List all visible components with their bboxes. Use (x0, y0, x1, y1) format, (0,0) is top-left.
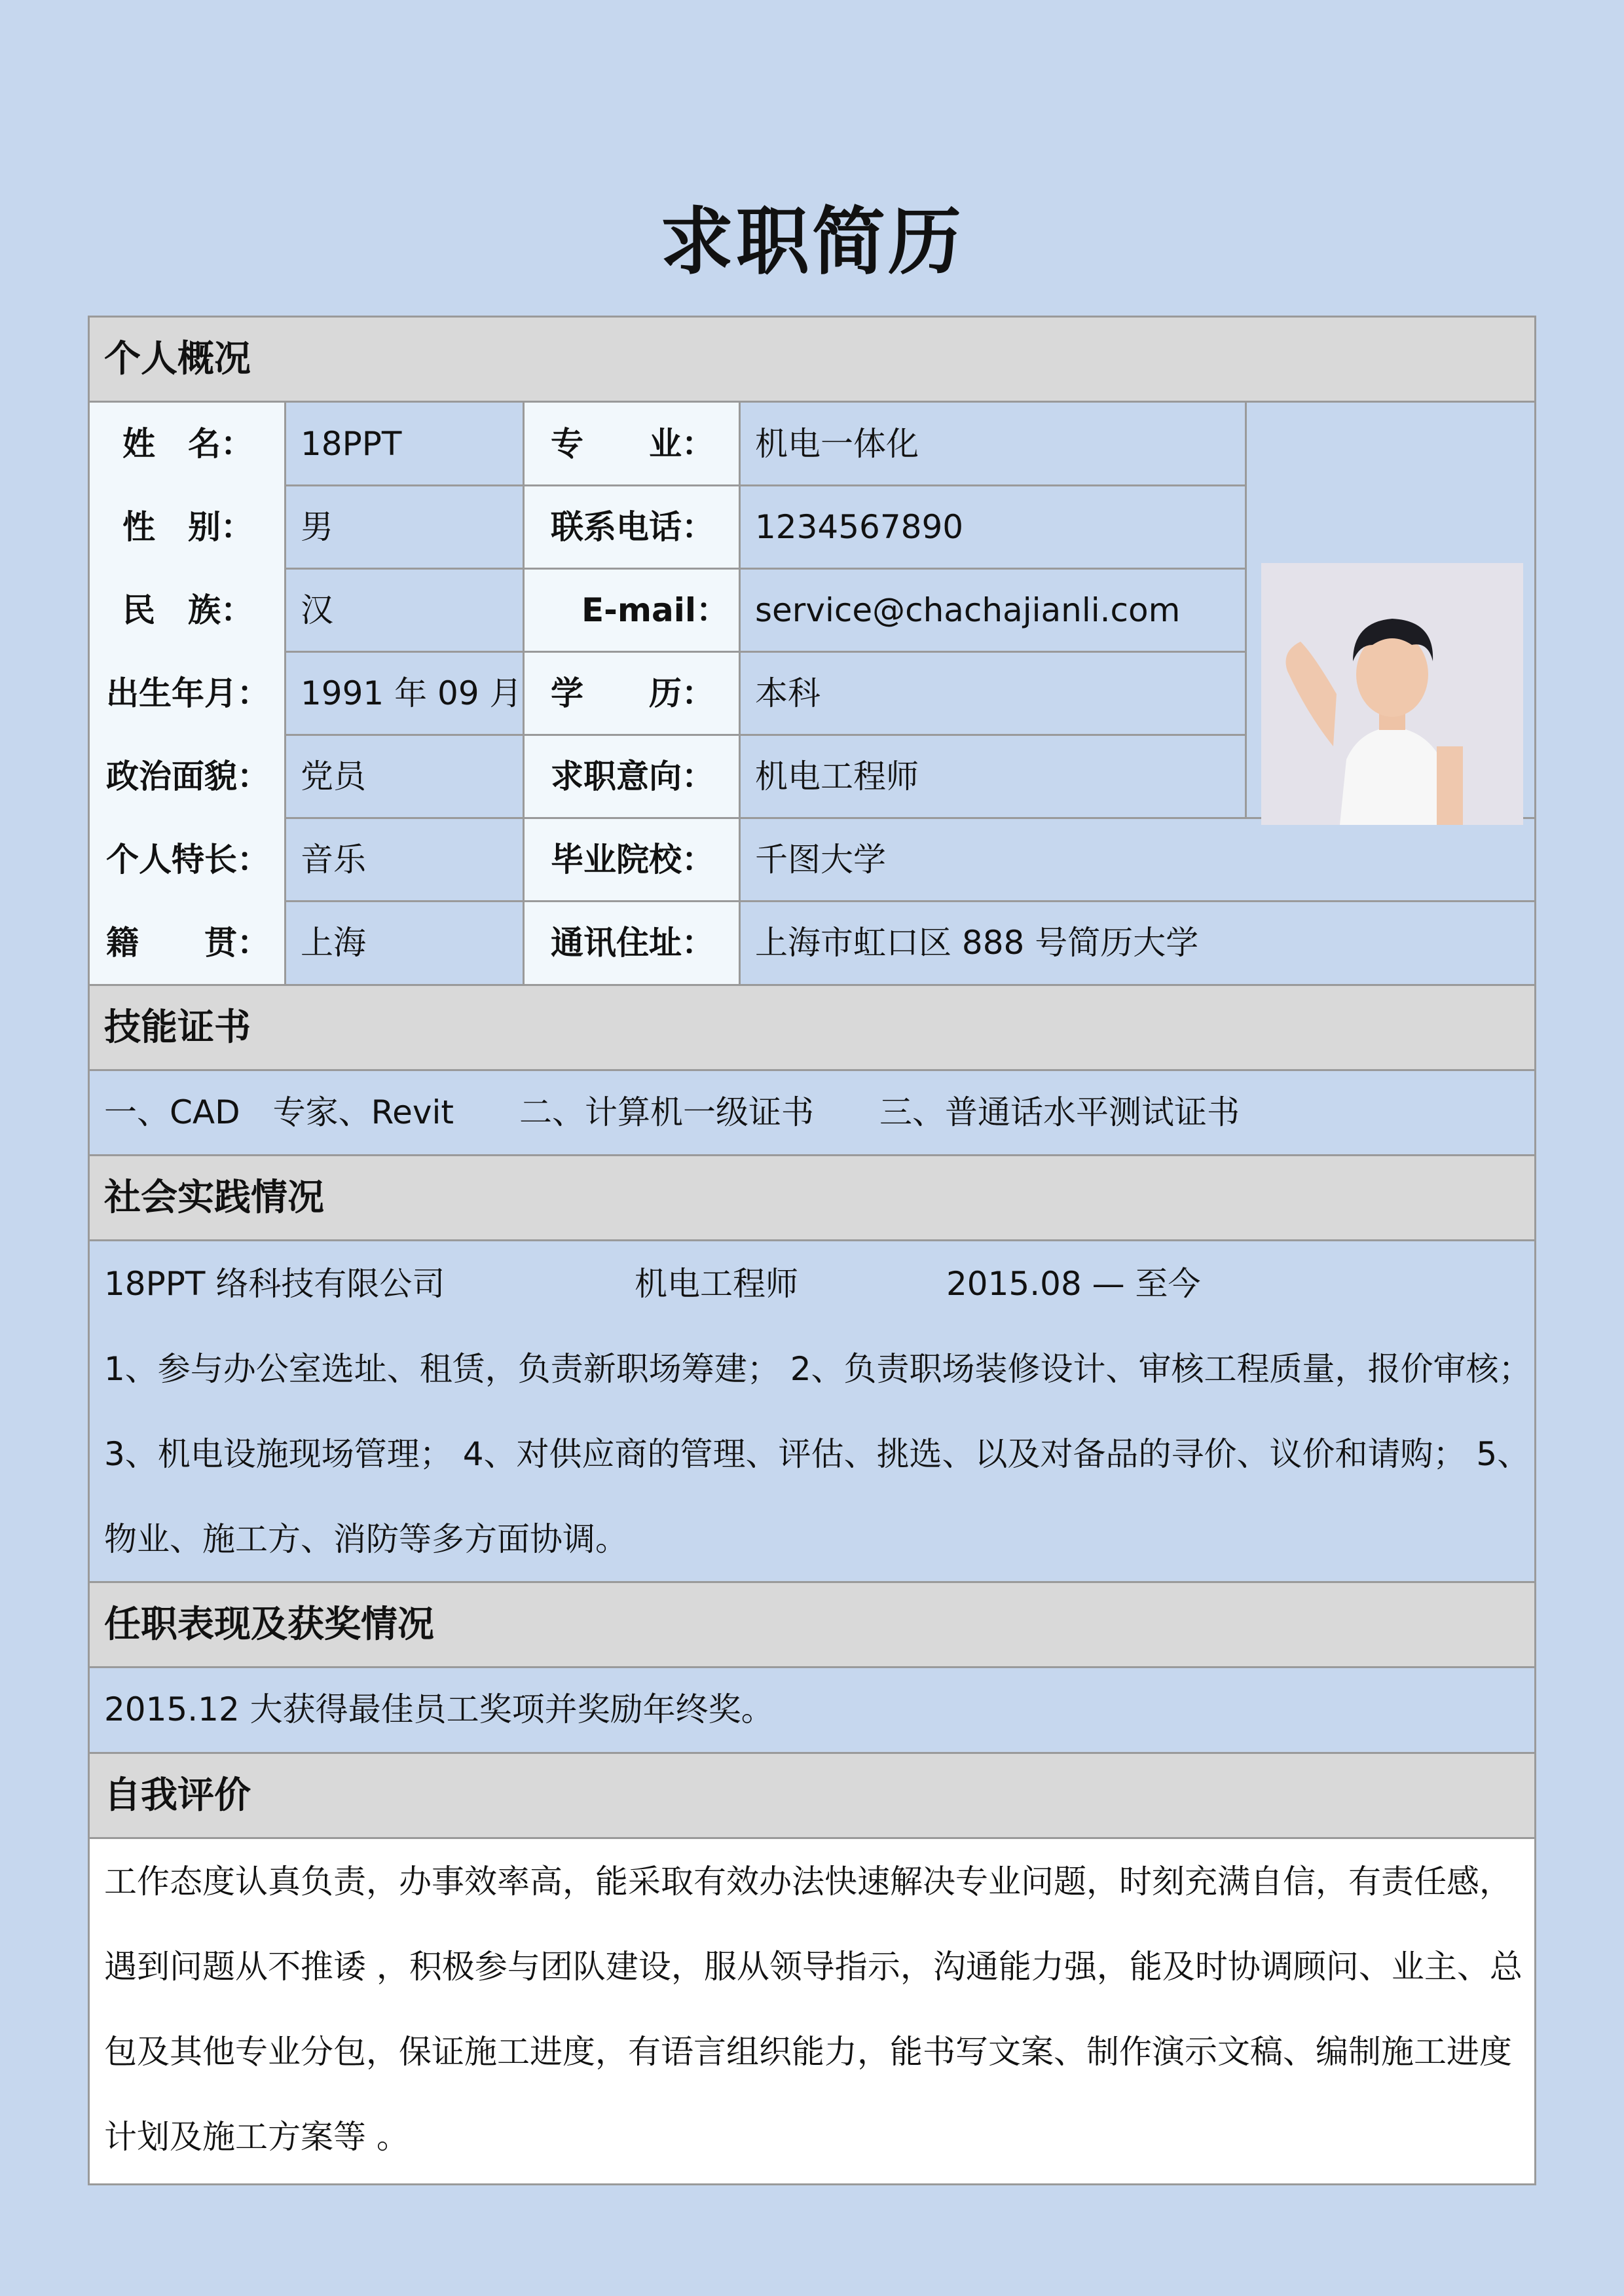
practice-role: 机电工程师 (635, 1265, 798, 1303)
major-label: 专 业： (525, 403, 741, 486)
practice-block (90, 1241, 1534, 1583)
self-evaluation-block (90, 1839, 1534, 2183)
awards-text: 2015.12 大获得最佳员工奖项并奖励年终奖。 (90, 1668, 1534, 1754)
native-value: 上海 (301, 924, 366, 962)
birth-label: 出生年月： (90, 652, 286, 735)
practice-line-1: 1、参与办公室选址、租赁，负责新职场筹建； 2、负责职场装修设计、审核工程质量，报价审核； (104, 1350, 1532, 1388)
talent-value: 音乐 (301, 841, 366, 879)
self-line-4: 计划及施工方案等 。 (104, 2118, 409, 2156)
school-label: 毕业院校： (525, 818, 741, 902)
gender-label: 性 别： (90, 486, 286, 569)
skills-text: 一、CAD 专家、Revit 二、计算机一级证书 三、普通话水平测试证书 (90, 1071, 1534, 1156)
political-value: 党员 (301, 757, 366, 795)
intent-label: 求职意向： (525, 735, 741, 818)
address-label: 通讯住址： (525, 902, 741, 984)
edu-value: 本科 (755, 674, 821, 712)
address-value: 上海市虹口区 888 号简历大学 (755, 924, 1199, 962)
personal-info-grid (90, 403, 1534, 984)
native-label: 籍 贯： (90, 902, 286, 984)
section-self-header: 自我评价 (90, 1754, 1534, 1839)
resume-frame (88, 316, 1536, 2185)
avatar-icon (1261, 563, 1523, 825)
ethnic-value: 汉 (301, 591, 333, 629)
practice-period: 2015.08 — 至今 (946, 1265, 1201, 1303)
phone-label: 联系电话： (525, 486, 741, 569)
name-label: 姓 名： (90, 403, 286, 486)
ethnic-label: 民 族： (90, 569, 286, 652)
gender-value: 男 (301, 508, 333, 546)
email-label: E-mail： (525, 569, 741, 652)
self-line-1: 工作态度认真负责，办事效率高，能采取有效办法快速解决专业问题，时刻充满自信，有责任感， (104, 1863, 1512, 1901)
practice-company: 18PPT 络科技有限公司 (104, 1265, 445, 1303)
school-value: 千图大学 (755, 841, 886, 879)
birth-value: 1991 年 09 月 (301, 674, 523, 712)
practice-line-3: 物业、施工方、消防等多方面协调。 (104, 1520, 628, 1558)
section-personal-header: 个人概况 (90, 318, 1534, 403)
political-label: 政治面貌： (90, 735, 286, 818)
page-title: 求职简历 (660, 200, 964, 285)
section-awards-header: 任职表现及获奖情况 (90, 1583, 1534, 1668)
name-value: 18PPT (301, 425, 402, 463)
edu-label: 学 历： (525, 652, 741, 735)
major-value: 机电一体化 (755, 425, 919, 463)
self-line-2: 遇到问题从不推诿 ，积极参与团队建设，服从领导指示，沟通能力强，能及时协调顾问、业主、总 (104, 1948, 1522, 1986)
section-skills-header: 技能证书 (90, 984, 1534, 1071)
self-line-3: 包及其他专业分包，保证施工进度，有语言组织能力，能书写文案、制作演示文稿、编制施工进度 (104, 2033, 1512, 2071)
talent-label: 个人特长： (90, 818, 286, 902)
phone-value: 1234567890 (755, 508, 964, 546)
practice-line-2: 3、机电设施现场管理； 4、对供应商的管理、评估、挑选、以及对备品的寻价、议价和请购； 5、 (104, 1435, 1530, 1473)
email-value: service@chachajianli.com (755, 591, 1181, 629)
intent-value: 机电工程师 (755, 757, 919, 795)
profile-photo (1261, 563, 1523, 825)
section-practice-header: 社会实践情况 (90, 1156, 1534, 1241)
